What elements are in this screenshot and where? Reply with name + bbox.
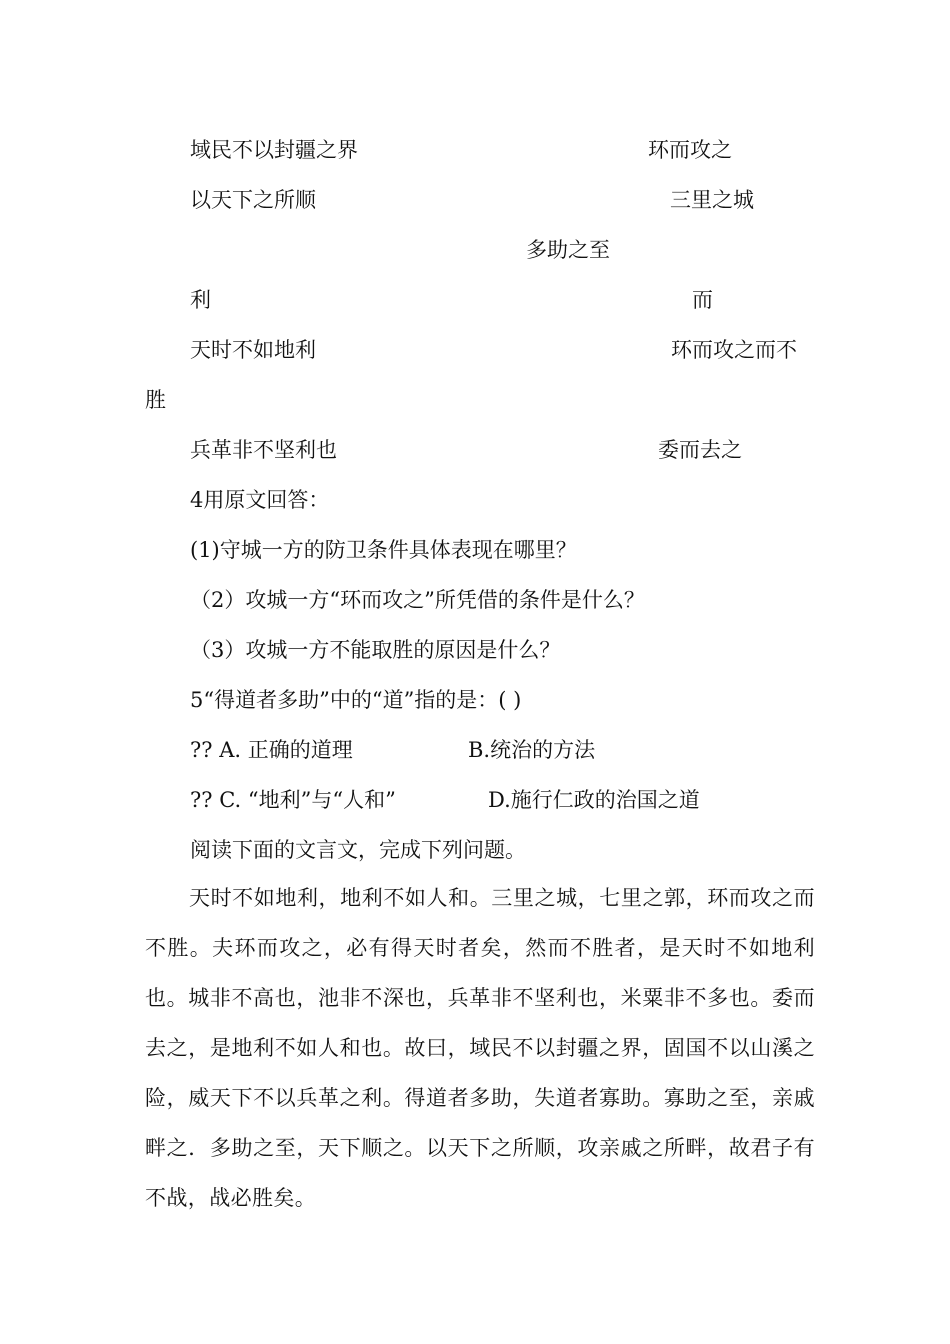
question-5-title: 5“得道者多助”中的“道”指的是：( ) bbox=[190, 688, 522, 712]
match-wrap-5: 胜 bbox=[145, 388, 166, 412]
match-right-4: 而 bbox=[692, 288, 713, 312]
reading-instruction: 阅读下面的文言文，完成下列问题。 bbox=[190, 838, 526, 862]
match-row-6 bbox=[0, 435, 950, 465]
match-row-4 bbox=[0, 285, 950, 315]
match-center-3: 多助之至 bbox=[526, 238, 610, 262]
question-4-item-2: （2）攻城一方“环而攻之”所凭借的条件是什么？ bbox=[190, 588, 645, 612]
match-right-6: 委而去之 bbox=[658, 438, 742, 462]
option-a: ?? A. 正确的道理 bbox=[190, 738, 353, 762]
match-left-4: 利 bbox=[190, 288, 211, 312]
match-right-2: 三里之城 bbox=[670, 188, 754, 212]
question-5-row-ab bbox=[0, 735, 950, 765]
question-4-item-3: （3）攻城一方不能取胜的原因是什么？ bbox=[190, 638, 561, 662]
match-left-2: 以天下之所顺 bbox=[190, 188, 316, 212]
question-4-title: 4用原文回答： bbox=[190, 488, 330, 512]
match-row-3 bbox=[0, 235, 950, 265]
question-5-row-cd bbox=[0, 785, 950, 815]
option-c: ?? C. “地利”与“人和” bbox=[190, 788, 396, 812]
match-right-1: 环而攻之 bbox=[648, 138, 732, 162]
option-b: B.统治的方法 bbox=[468, 738, 596, 762]
match-row-2 bbox=[0, 185, 950, 215]
classical-passage: 天时不如地利，地利不如人和。三里之城，七里之郭，环而攻之而不胜。夫环而攻之，必有得天时者矣，然而不胜者，是天时不如地利也。城非不高也，池非不深也，兵革非不坚利也，米粟非不多也。委而去之，是地利不如人和也。故曰，域民不以封疆之界，固国不以山溪之险，威天下不以兵革之利。得道者多助，失道者寡助。寡助之至，亲戚畔之．多助之至，天下顺之。以天下之所顺，攻亲戚之所畔，故君子有不战，战必胜矣。 bbox=[145, 886, 815, 1210]
match-left-6: 兵革非不坚利也 bbox=[190, 438, 337, 462]
match-row-5-wrap bbox=[0, 385, 950, 415]
question-4-item-1: (1)守城一方的防卫条件具体表现在哪里？ bbox=[190, 538, 577, 562]
option-d: D.施行仁政的治国之道 bbox=[488, 788, 700, 812]
match-row-1 bbox=[0, 135, 950, 165]
match-left-5: 天时不如地利 bbox=[190, 338, 316, 362]
match-left-1: 域民不以封疆之界 bbox=[190, 138, 358, 162]
match-right-5: 环而攻之而不 bbox=[671, 338, 797, 362]
match-row-5 bbox=[0, 335, 950, 365]
